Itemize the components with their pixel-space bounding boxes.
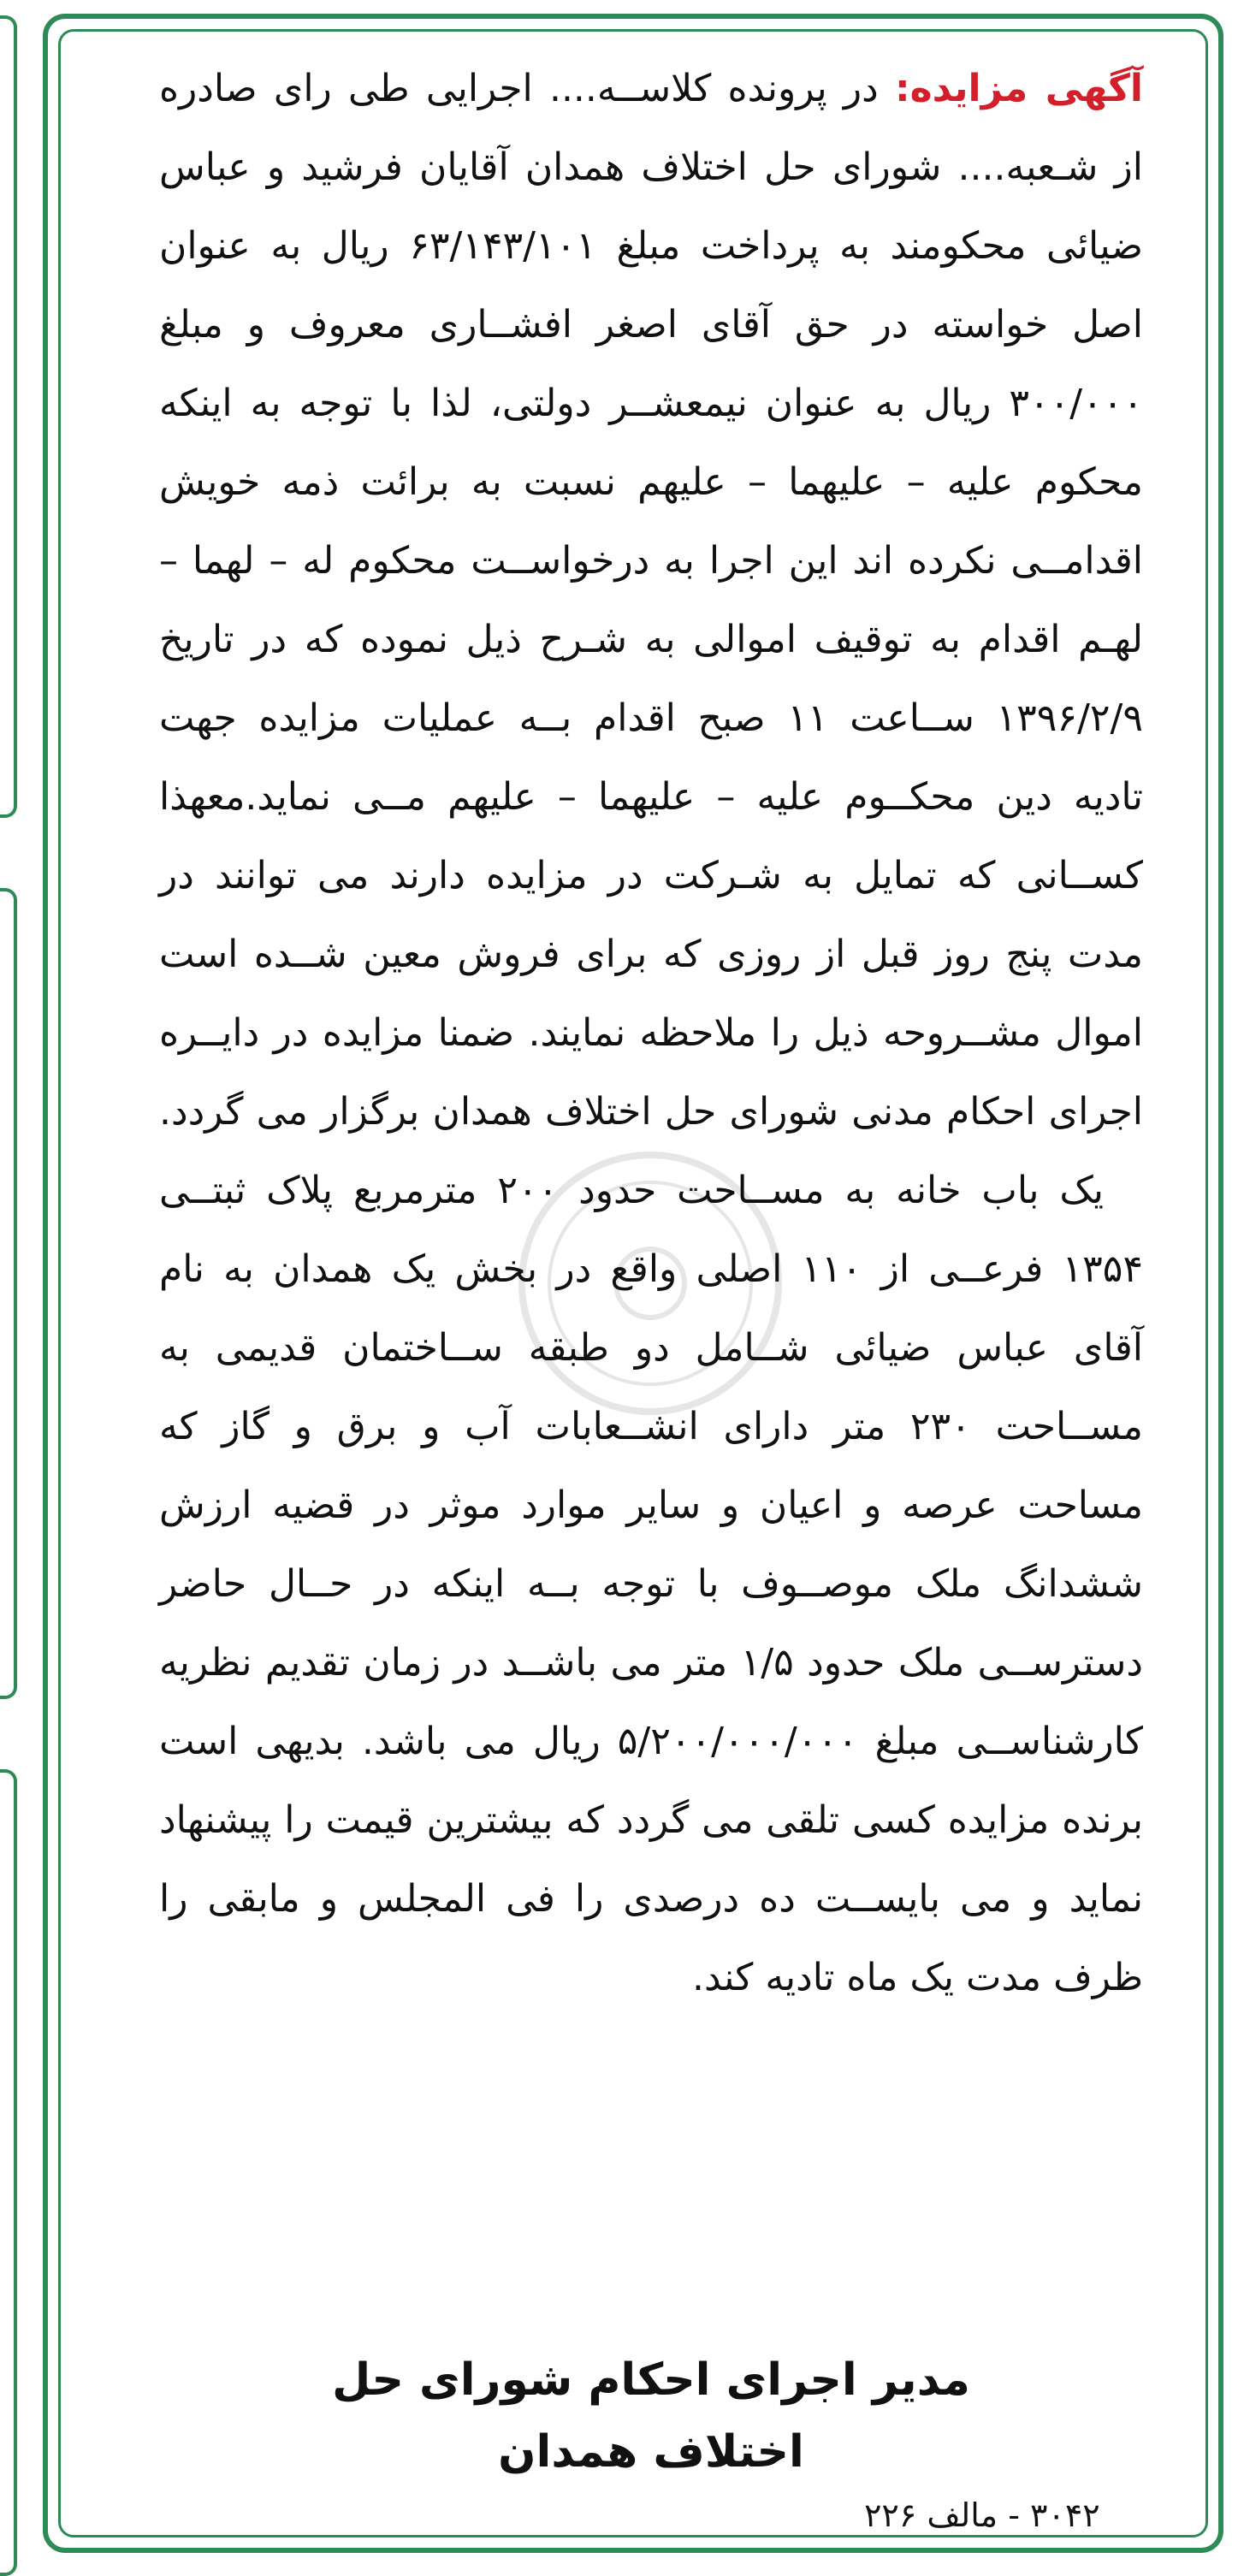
notice-paragraph-2: یک باب خانه به مســاحت حدود ۲۰۰ مترمربع پلاک ثبتــی ۱۳۵۴ فرعــی از ۱۱۰ اصلی واقع در بخش یک همدان به نام آقای عباس ضیائی شــامل دو طبقه ســاختمان قدیمی به مســاحت ۲۳۰ متر دارای انشــعابات آب و برق و گاز که مساحت عرصه و اعیان و سایر موارد موثر در قضیه ارزش ششدانگ ملک موصــوف با توجه بــه اینکه در حــال حاضر دسترســی ملک حدود ۱/۵ متر می باشــد در زمان تقدیم نظریه کارشناســی مبلغ ۵/۲۰۰/۰۰۰/۰۰۰ ریال می باشد. بدیهی است برنده مزایده کسی تلقی می گردد که بیشترین قیمت را پیشنهاد نماید و می بایســت ده درصدی را فی المجلس و مابقی را ظرف مدت یک ماه تادیه کند. <box>159 1169 1144 1999</box>
adjacent-column-border-bottom <box>0 1769 17 2576</box>
adjacent-column-border-middle <box>0 888 17 1699</box>
notice-lead: آگهی مزایده: <box>895 67 1143 110</box>
adjacent-column-border-top <box>0 15 17 818</box>
notice-paragraph-1-text: در پرونده کلاســه.... اجرایی طی رای صادره از شـعبه.... شورای حل اختلاف همدان آقایان فرشید و عباس ضیائی محکومند به پرداخت مبلغ ۶۳/۱۴۳/۱۰۱ ریال به عنوان اصل خواسته در حق آقای اصغر افشــاری معروف و مبلغ ۳۰۰/۰۰۰ ریال به عنوان نیمعشــر دولتی، لذا با توجه به اینکه محکوم علیه – علیهما – علیهم نسبت به برائت ذمه خویش اقدامــی نکرده اند این اجرا به درخواســت محکوم له – لهما – لهـم اقدام به توقیف اموالی به شـرح ذیل نموده که در تاریخ ۱۳۹۶/۲/۹ ســاعت ۱۱ صبح اقدام بــه عملیات مزایده جهت تادیه دین محکــوم علیه – علیهما – علیهم مــی نماید.معهذا کســانی که تمایل به شـرکت در مزایده دارند می توانند در مدت پنج روز قبل از روزی که برای فروش معین شــده است اموال مشــروحه ذیل را ملاحظه نمایند. ضمنا مزایده در دایــره اجرای احکام مدنی شورای حل اختلاف همدان برگزار می گردد. <box>159 67 1144 1134</box>
signature-line-2: اختلاف همدان <box>498 2426 804 2478</box>
reference-number: ۳۰۴۲ - مالف ۲۲۶ <box>864 2496 1100 2534</box>
signature <box>159 2344 1143 2488</box>
notice-body <box>159 50 1143 2017</box>
notice-paragraph-1 <box>159 50 1143 1152</box>
signature-line-1: مدیر اجرای احکام شورای حل <box>332 2354 970 2406</box>
